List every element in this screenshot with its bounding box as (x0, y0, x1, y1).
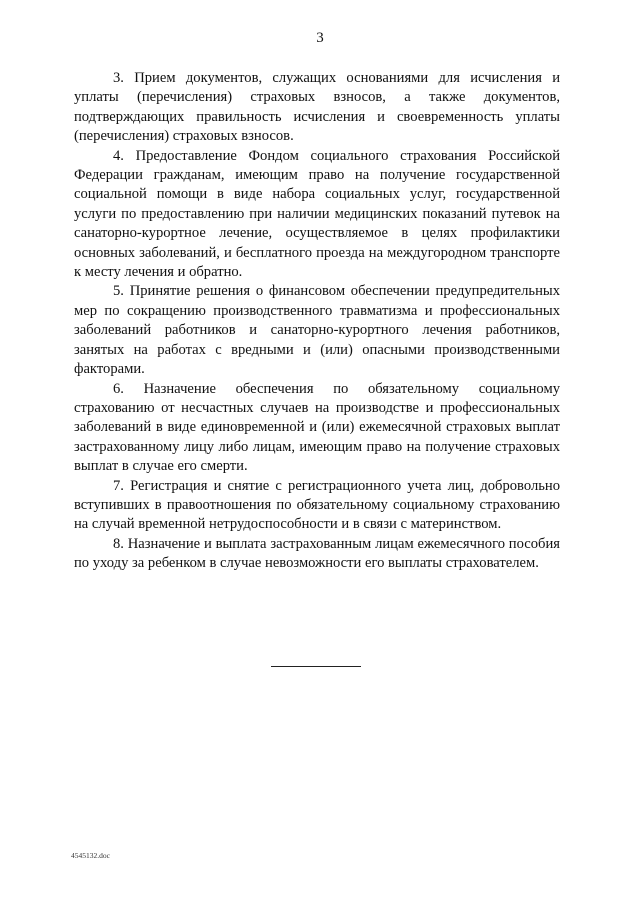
paragraph-8: 8. Назначение и выплата застрахованным лицам ежемесячного пособия по уходу за ребенком в случае невозможности его выплаты страхователем. (74, 535, 560, 572)
paragraph-3: 3. Прием документов, служащих основаниями для исчисления и уплаты (перечисления) страховых взносов, а также документов, подтверждающих правильность исчисления и своевременность уплаты (перечисления) страховых взносов. (74, 70, 560, 145)
paragraph-5: 5. Принятие решения о финансовом обеспечении предупредительных мер по сокращению производственного травматизма и профессиональных заболеваний работников и санаторно-курортного лечения работников, занятых на работах с вредными и (или) опасными производственными факторами. (74, 283, 560, 378)
document-body (74, 69, 560, 574)
end-divider (271, 666, 361, 667)
paragraph-7: 7. Регистрация и снятие с регистрационного учета лиц, добровольно вступивших в правоотношения по обязательному социальному страхованию на случай временной нетрудоспособности и в связи с материнством. (74, 477, 560, 533)
paragraph-6: 6. Назначение обеспечения по обязательному социальному страхованию от несчастных случаев на производстве и профессиональных заболеваний в виде единовременной и (или) ежемесячной страховых выплат застрахованному лицу либо лицам, имеющим право на получение страховых выплат в случае его смерти. (74, 380, 560, 475)
page-number: 3 (316, 30, 324, 46)
footer-file-code: 4545132.doc (71, 851, 110, 860)
paragraph-4: 4. Предоставление Фондом социального страхования Российской Федерации гражданам, имеющим право на получение государственной социальной помощи в виде набора социальных услуг, государственной услуги по предоставлению при наличии медицинских показаний путевок на санаторно-курортное лечение, осуществляемое в целях профилактики основных заболеваний, и бесплатного проезда на междугородном транспорте к месту лечения и обратно. (74, 147, 560, 281)
